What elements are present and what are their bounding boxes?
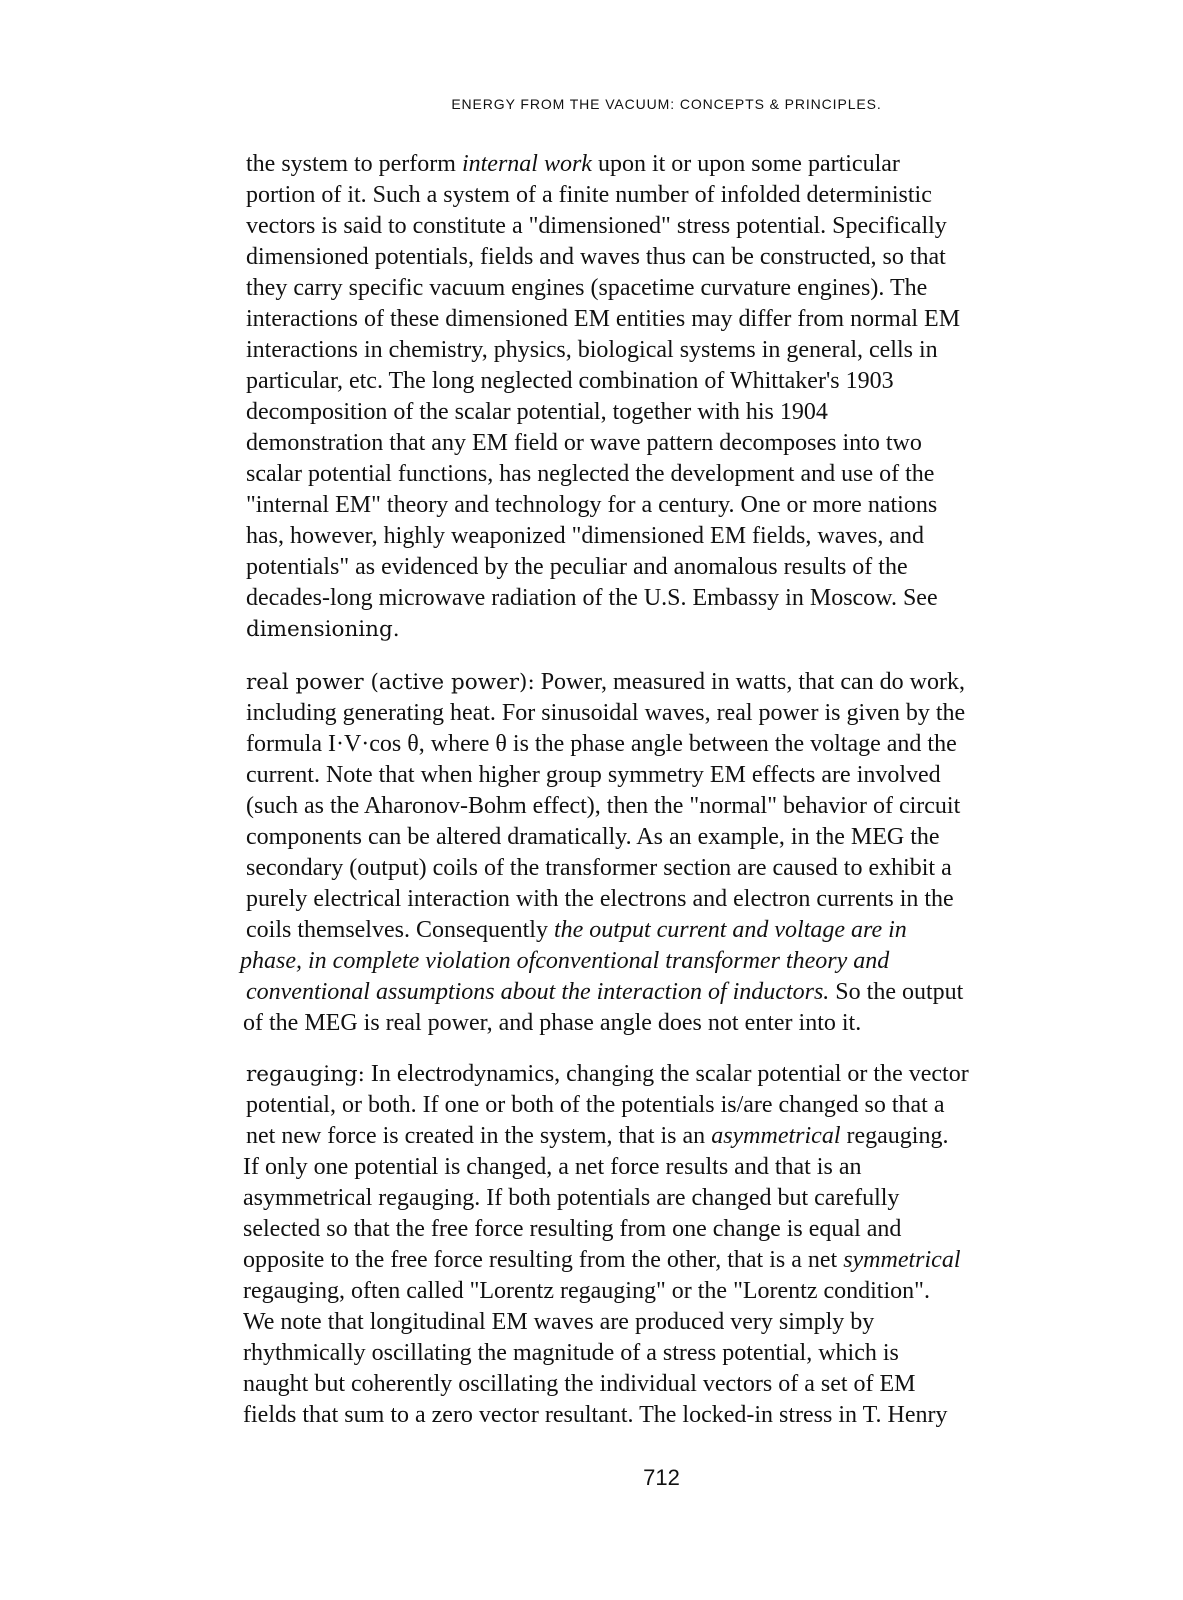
italic-text: asymmetrical	[711, 1123, 841, 1149]
text-line	[246, 273, 1096, 304]
italic-text: phase, in complete violation ofconventional transformer theory and	[240, 948, 890, 974]
text-line	[246, 1090, 1096, 1121]
italic-text: conventional assumptions about the interaction of inductors.	[246, 979, 830, 1005]
text-line	[246, 1121, 1096, 1152]
text-line	[243, 1008, 1096, 1039]
text-segment: decades-long microwave radiation of the U.S. Embassy in Moscow. See	[246, 585, 938, 611]
text-segment: Power, measured in watts, that can do work,	[534, 669, 965, 695]
text-line	[246, 149, 1096, 180]
text-line	[246, 366, 1096, 397]
text-segment: components can be altered dramatically. As an example, in the MEG the	[246, 824, 940, 850]
text-line	[246, 459, 1096, 490]
text-segment: decomposition of the scalar potential, together with his 1904	[246, 399, 828, 425]
text-line	[246, 977, 1096, 1008]
text-segment: asymmetrical regauging. If both potentials are changed but carefully	[243, 1185, 900, 1211]
text-segment: dimensioned potentials, fields and waves thus can be constructed, so that	[246, 244, 946, 270]
text-line	[243, 1152, 1096, 1183]
text-segment: particular, etc. The long neglected combination of Whittaker's 1903	[246, 368, 894, 394]
text-segment: interactions in chemistry, physics, biological systems in general, cells in	[246, 337, 938, 363]
text-line	[246, 304, 1096, 335]
text-line	[246, 490, 1096, 521]
text-line	[246, 614, 1096, 645]
text-segment: rhythmically oscillating the magnitude of a stress potential, which is	[243, 1340, 899, 1366]
text-line	[243, 1276, 1096, 1307]
text-segment: (such as the Aharonov-Bohm effect), then the "normal" behavior of circuit	[246, 793, 961, 819]
text-segment: demonstration that any EM field or wave pattern decomposes into two	[246, 430, 922, 456]
text-segment: formula I·V·cos θ, where θ is the phase angle between the voltage and the	[246, 731, 957, 757]
italic-text: the output current and voltage are in	[553, 917, 907, 943]
italic-text: symmetrical	[843, 1247, 961, 1273]
paragraph-regauging	[243, 1059, 1096, 1431]
text-segment: coils themselves. Consequently	[246, 917, 554, 943]
text-line	[246, 180, 1096, 211]
text-segment: potentials" as evidenced by the peculiar and anomalous results of the	[246, 554, 908, 580]
text-segment: net new force is created in the system, that is an	[246, 1123, 712, 1149]
text-segment: scalar potential functions, has neglected the development and use of the	[246, 461, 935, 487]
text-segment: "internal EM" theory and technology for a century. One or more nations	[246, 492, 938, 518]
text-line	[243, 1245, 1096, 1276]
text-line	[246, 729, 1096, 760]
text-line	[246, 822, 1096, 853]
text-segment: regauging.	[840, 1123, 949, 1149]
text-line	[246, 1059, 1096, 1090]
text-line	[243, 1214, 1096, 1245]
text-segment: interactions of these dimensioned EM entities may differ from normal EM	[246, 306, 961, 332]
text-line	[243, 1183, 1096, 1214]
text-line	[246, 428, 1096, 459]
text-segment: including generating heat. For sinusoidal waves, real power is given by the	[246, 700, 966, 726]
text-segment: secondary (output) coils of the transformer section are caused to exhibit a	[246, 855, 952, 881]
page-number: 712	[643, 1465, 680, 1490]
text-line	[240, 946, 1096, 977]
text-line	[246, 397, 1096, 428]
text-line	[243, 1307, 1096, 1338]
paragraph-real-power	[240, 667, 1096, 1039]
text-segment: selected so that the free force resulting from one change is equal and	[243, 1216, 902, 1242]
italic-text: internal work	[461, 151, 592, 177]
text-segment: the system to perform	[246, 151, 462, 177]
text-line	[246, 791, 1096, 822]
text-segment: they carry specific vacuum engines (spacetime curvature engines). The	[246, 275, 928, 301]
text-segment: naught but coherently oscillating the individual vectors of a set of EM	[243, 1371, 916, 1397]
text-line	[246, 335, 1096, 366]
text-segment: has, however, highly weaponized "dimensioned EM fields, waves, and	[246, 523, 924, 549]
text-segment: of the MEG is real power, and phase angle does not enter into it.	[243, 1010, 862, 1036]
text-line	[246, 698, 1096, 729]
text-segment: fields that sum to a zero vector resultant. The locked-in stress in T. Henry	[243, 1402, 948, 1428]
text-line	[246, 853, 1096, 884]
text-segment: So the output	[829, 979, 964, 1005]
text-line	[246, 552, 1096, 583]
text-segment: regauging, often called "Lorentz regauging" or the "Lorentz condition".	[243, 1278, 930, 1304]
text-segment: opposite to the free force resulting from the other, that is a net	[243, 1247, 844, 1273]
text-line	[243, 1369, 1096, 1400]
text-segment: vectors is said to constitute a "dimensioned" stress potential. Specifically	[246, 213, 947, 239]
text-line	[246, 760, 1096, 791]
text-line	[243, 1338, 1096, 1369]
text-line	[243, 1400, 1096, 1431]
text-segment: potential, or both. If one or both of the potentials is/are changed so that a	[246, 1092, 945, 1118]
text-line	[246, 884, 1096, 915]
text-segment: We note that longitudinal EM waves are produced very simply by	[243, 1309, 875, 1335]
text-segment: upon it or upon some particular	[591, 151, 900, 177]
text-line	[246, 211, 1096, 242]
text-segment: purely electrical interaction with the electrons and electron currents in the	[246, 886, 954, 912]
text-line	[246, 521, 1096, 552]
glossary-term: regauging:	[246, 1062, 365, 1087]
paragraph-internal-work	[246, 149, 1096, 645]
text-segment: current. Note that when higher group symmetry EM effects are involved	[246, 762, 941, 788]
text-line	[246, 242, 1096, 273]
text-line	[246, 915, 1096, 946]
text-segment: portion of it. Such a system of a finite number of infolded deterministic	[246, 182, 932, 208]
text-segment: In electrodynamics, changing the scalar potential or the vector	[364, 1061, 969, 1087]
glossary-term: dimensioning.	[246, 617, 400, 642]
running-header: ENERGY FROM THE VACUUM: CONCEPTS & PRINCIPLES.	[451, 96, 882, 112]
text-line	[246, 667, 1096, 698]
text-segment: If only one potential is changed, a net force results and that is an	[243, 1154, 862, 1180]
glossary-term: real power (active power):	[246, 670, 535, 695]
text-line	[246, 583, 1096, 614]
